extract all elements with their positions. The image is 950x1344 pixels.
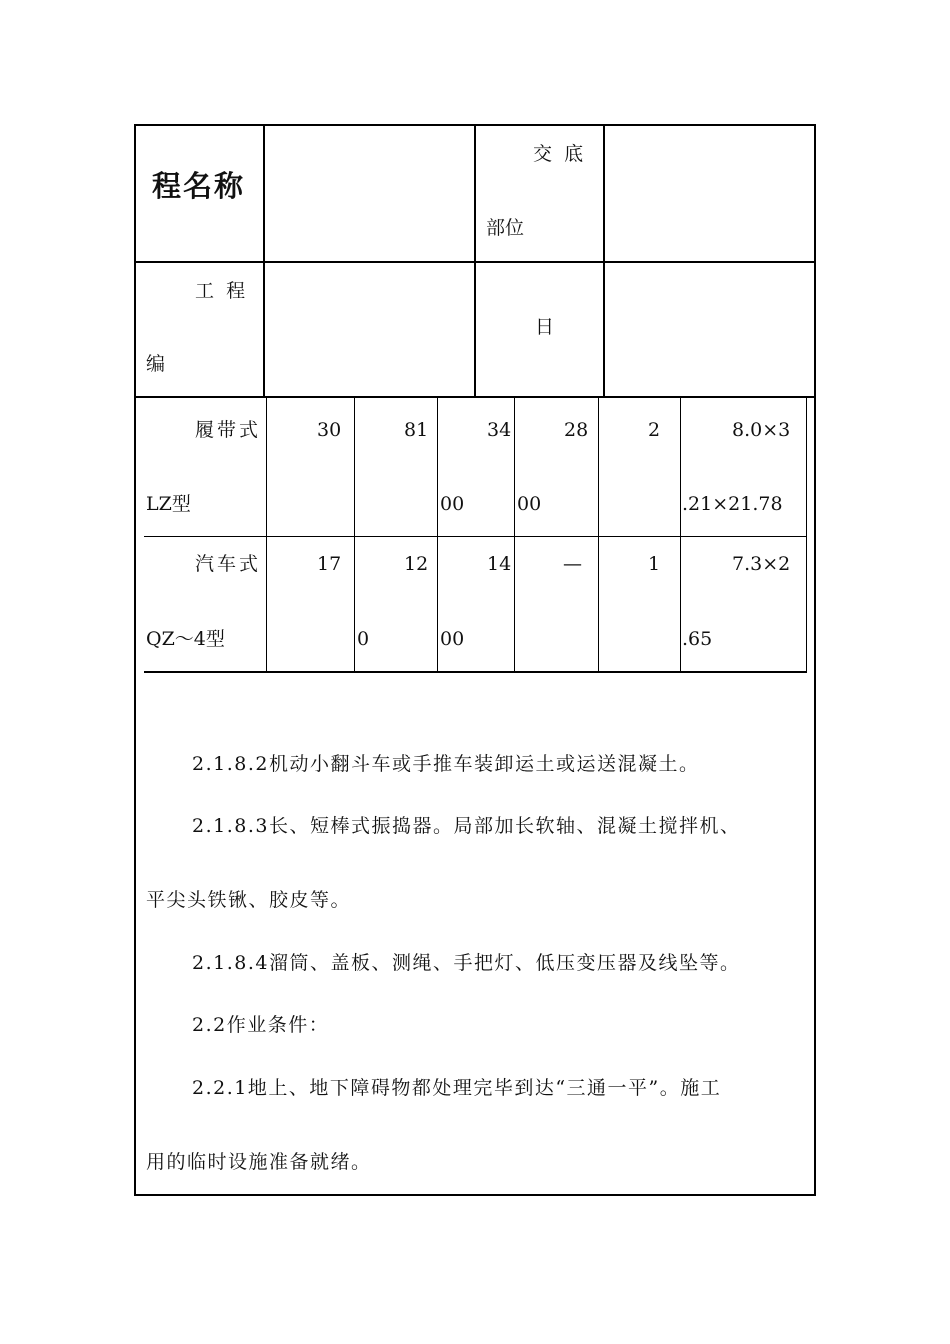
table-cell: .65 xyxy=(682,628,713,650)
date-label: 日 xyxy=(535,316,555,338)
table-col-line-4 xyxy=(514,398,515,672)
project-no-label-line1: 工 程 xyxy=(195,280,246,302)
handover-label-line1: 交 底 xyxy=(533,143,584,165)
table-cell: 12 xyxy=(404,553,429,575)
handover-label-line2: 部位 xyxy=(486,217,525,239)
project-no-label-line2: 编 xyxy=(146,353,166,375)
header-row-divider xyxy=(134,261,816,263)
table-cell: .21×21.78 xyxy=(682,493,783,515)
table-cell: 00 xyxy=(440,493,465,515)
equipment-name-line1: 汽车式 xyxy=(195,553,262,575)
table-cell: 28 xyxy=(564,419,589,441)
table-cell: 00 xyxy=(517,493,542,515)
table-cell: 14 xyxy=(487,553,512,575)
table-col-line-7 xyxy=(806,398,807,672)
project-name-label: 程名称 xyxy=(152,169,246,203)
table-row-divider xyxy=(144,536,807,537)
table-cell: 1 xyxy=(648,553,661,575)
table-col-line-3 xyxy=(437,398,438,672)
paragraph-continuation: 平尖头铁锹、胶皮等。 xyxy=(146,889,352,911)
table-col-line-2 xyxy=(354,398,355,672)
equipment-name-line1: 履带式 xyxy=(195,419,262,441)
paragraph: 2.2作业条件： xyxy=(192,1014,330,1036)
paragraph: 2.1.8.4溜筒、盖板、测绳、手把灯、低压变压器及线坠等。 xyxy=(192,952,741,974)
table-cell: 17 xyxy=(317,553,342,575)
table-bottom-border xyxy=(144,671,807,673)
equipment-name-line2: QZ～4型 xyxy=(146,628,225,650)
paragraph: 2.1.8.2机动小翻斗车或手推车装卸运土或运送混凝土。 xyxy=(192,753,700,775)
header-bottom-border xyxy=(134,396,816,398)
table-cell: 7.3×2 xyxy=(732,553,791,575)
paragraph-continuation: 用的临时设施准备就绪。 xyxy=(146,1151,372,1173)
table-cell: 00 xyxy=(440,628,465,650)
table-cell: 30 xyxy=(317,419,342,441)
table-cell: 34 xyxy=(487,419,512,441)
table-cell: 2 xyxy=(648,419,661,441)
table-col-line-6 xyxy=(680,398,681,672)
paragraph: 2.2.1地上、地下障碍物都处理完毕到达“三通一平”。施工 xyxy=(192,1077,722,1099)
table-cell: 8.0×3 xyxy=(732,419,791,441)
table-cell: — xyxy=(563,553,582,575)
table-col-line-5 xyxy=(598,398,599,672)
table-cell: 81 xyxy=(404,419,429,441)
equipment-name-line2: LZ型 xyxy=(146,493,191,515)
table-cell: 0 xyxy=(357,628,370,650)
table-col-line-1 xyxy=(266,398,267,672)
paragraph: 2.1.8.3长、短棒式振捣器。局部加长软轴、混凝土搅拌机、 xyxy=(192,815,741,837)
